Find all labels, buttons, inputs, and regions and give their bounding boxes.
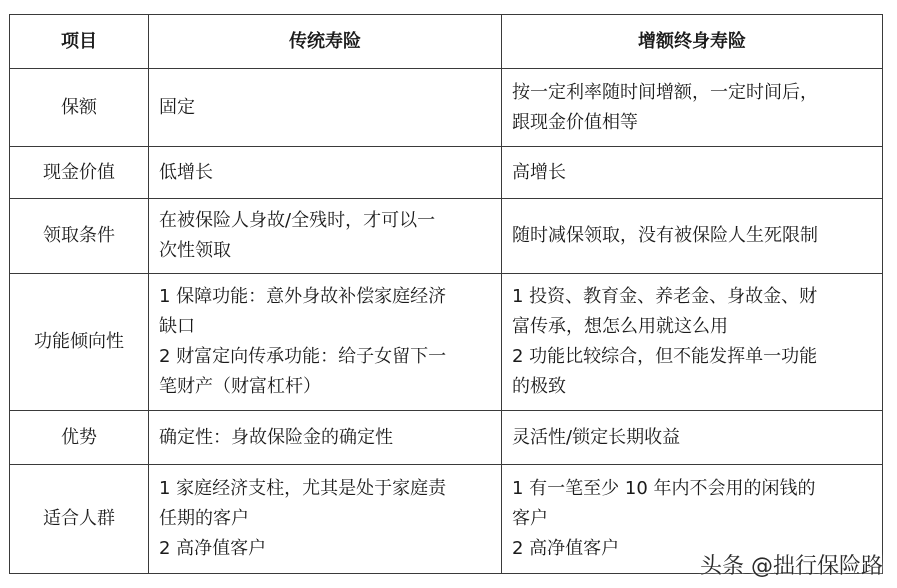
traditional-cell: 固定 [149, 69, 502, 147]
table-row [10, 274, 883, 411]
increasing-cell: 按一定利率随时间增额，一定时间后， 跟现金价值相等 [502, 69, 883, 147]
increasing-cell: 随时减保领取，没有被保险人生死限制 [502, 199, 883, 274]
traditional-cell: 在被保险人身故/全残时，才可以一 次性领取 [149, 199, 502, 274]
table-row [10, 199, 883, 274]
row-label: 功能倾向性 [10, 274, 149, 411]
table-row [10, 147, 883, 199]
table-row [10, 69, 883, 147]
increasing-cell: 高增长 [502, 147, 883, 199]
table-header-row [10, 15, 883, 69]
header-traditional: 传统寿险 [149, 15, 502, 69]
header-increasing: 增额终身寿险 [502, 15, 883, 69]
row-label: 适合人群 [10, 465, 149, 574]
comparison-table [9, 14, 883, 574]
traditional-cell: 低增长 [149, 147, 502, 199]
increasing-cell: 1 投资、教育金、养老金、身故金、财 富传承，想怎么用就这么用 2 功能比较综合，但不能发挥单一功能 的极致 [502, 274, 883, 411]
traditional-cell: 确定性：身故保险金的确定性 [149, 411, 502, 465]
traditional-cell: 1 保障功能：意外身故补偿家庭经济 缺口 2 财富定向传承功能：给子女留下一 笔财产（财富杠杆） [149, 274, 502, 411]
row-label: 优势 [10, 411, 149, 465]
traditional-cell: 1 家庭经济支柱，尤其是处于家庭责 任期的客户 2 高净值客户 [149, 465, 502, 574]
watermark: 头条 @拙行保险路 [700, 554, 883, 579]
row-label: 领取条件 [10, 199, 149, 274]
table-row [10, 411, 883, 465]
row-label: 保额 [10, 69, 149, 147]
header-item: 项目 [10, 15, 149, 69]
increasing-cell: 灵活性/锁定长期收益 [502, 411, 883, 465]
row-label: 现金价值 [10, 147, 149, 199]
increasing-cell: 1 有一笔至少 10 年内不会用的闲钱的 客户 2 高净值客户 [502, 465, 883, 574]
